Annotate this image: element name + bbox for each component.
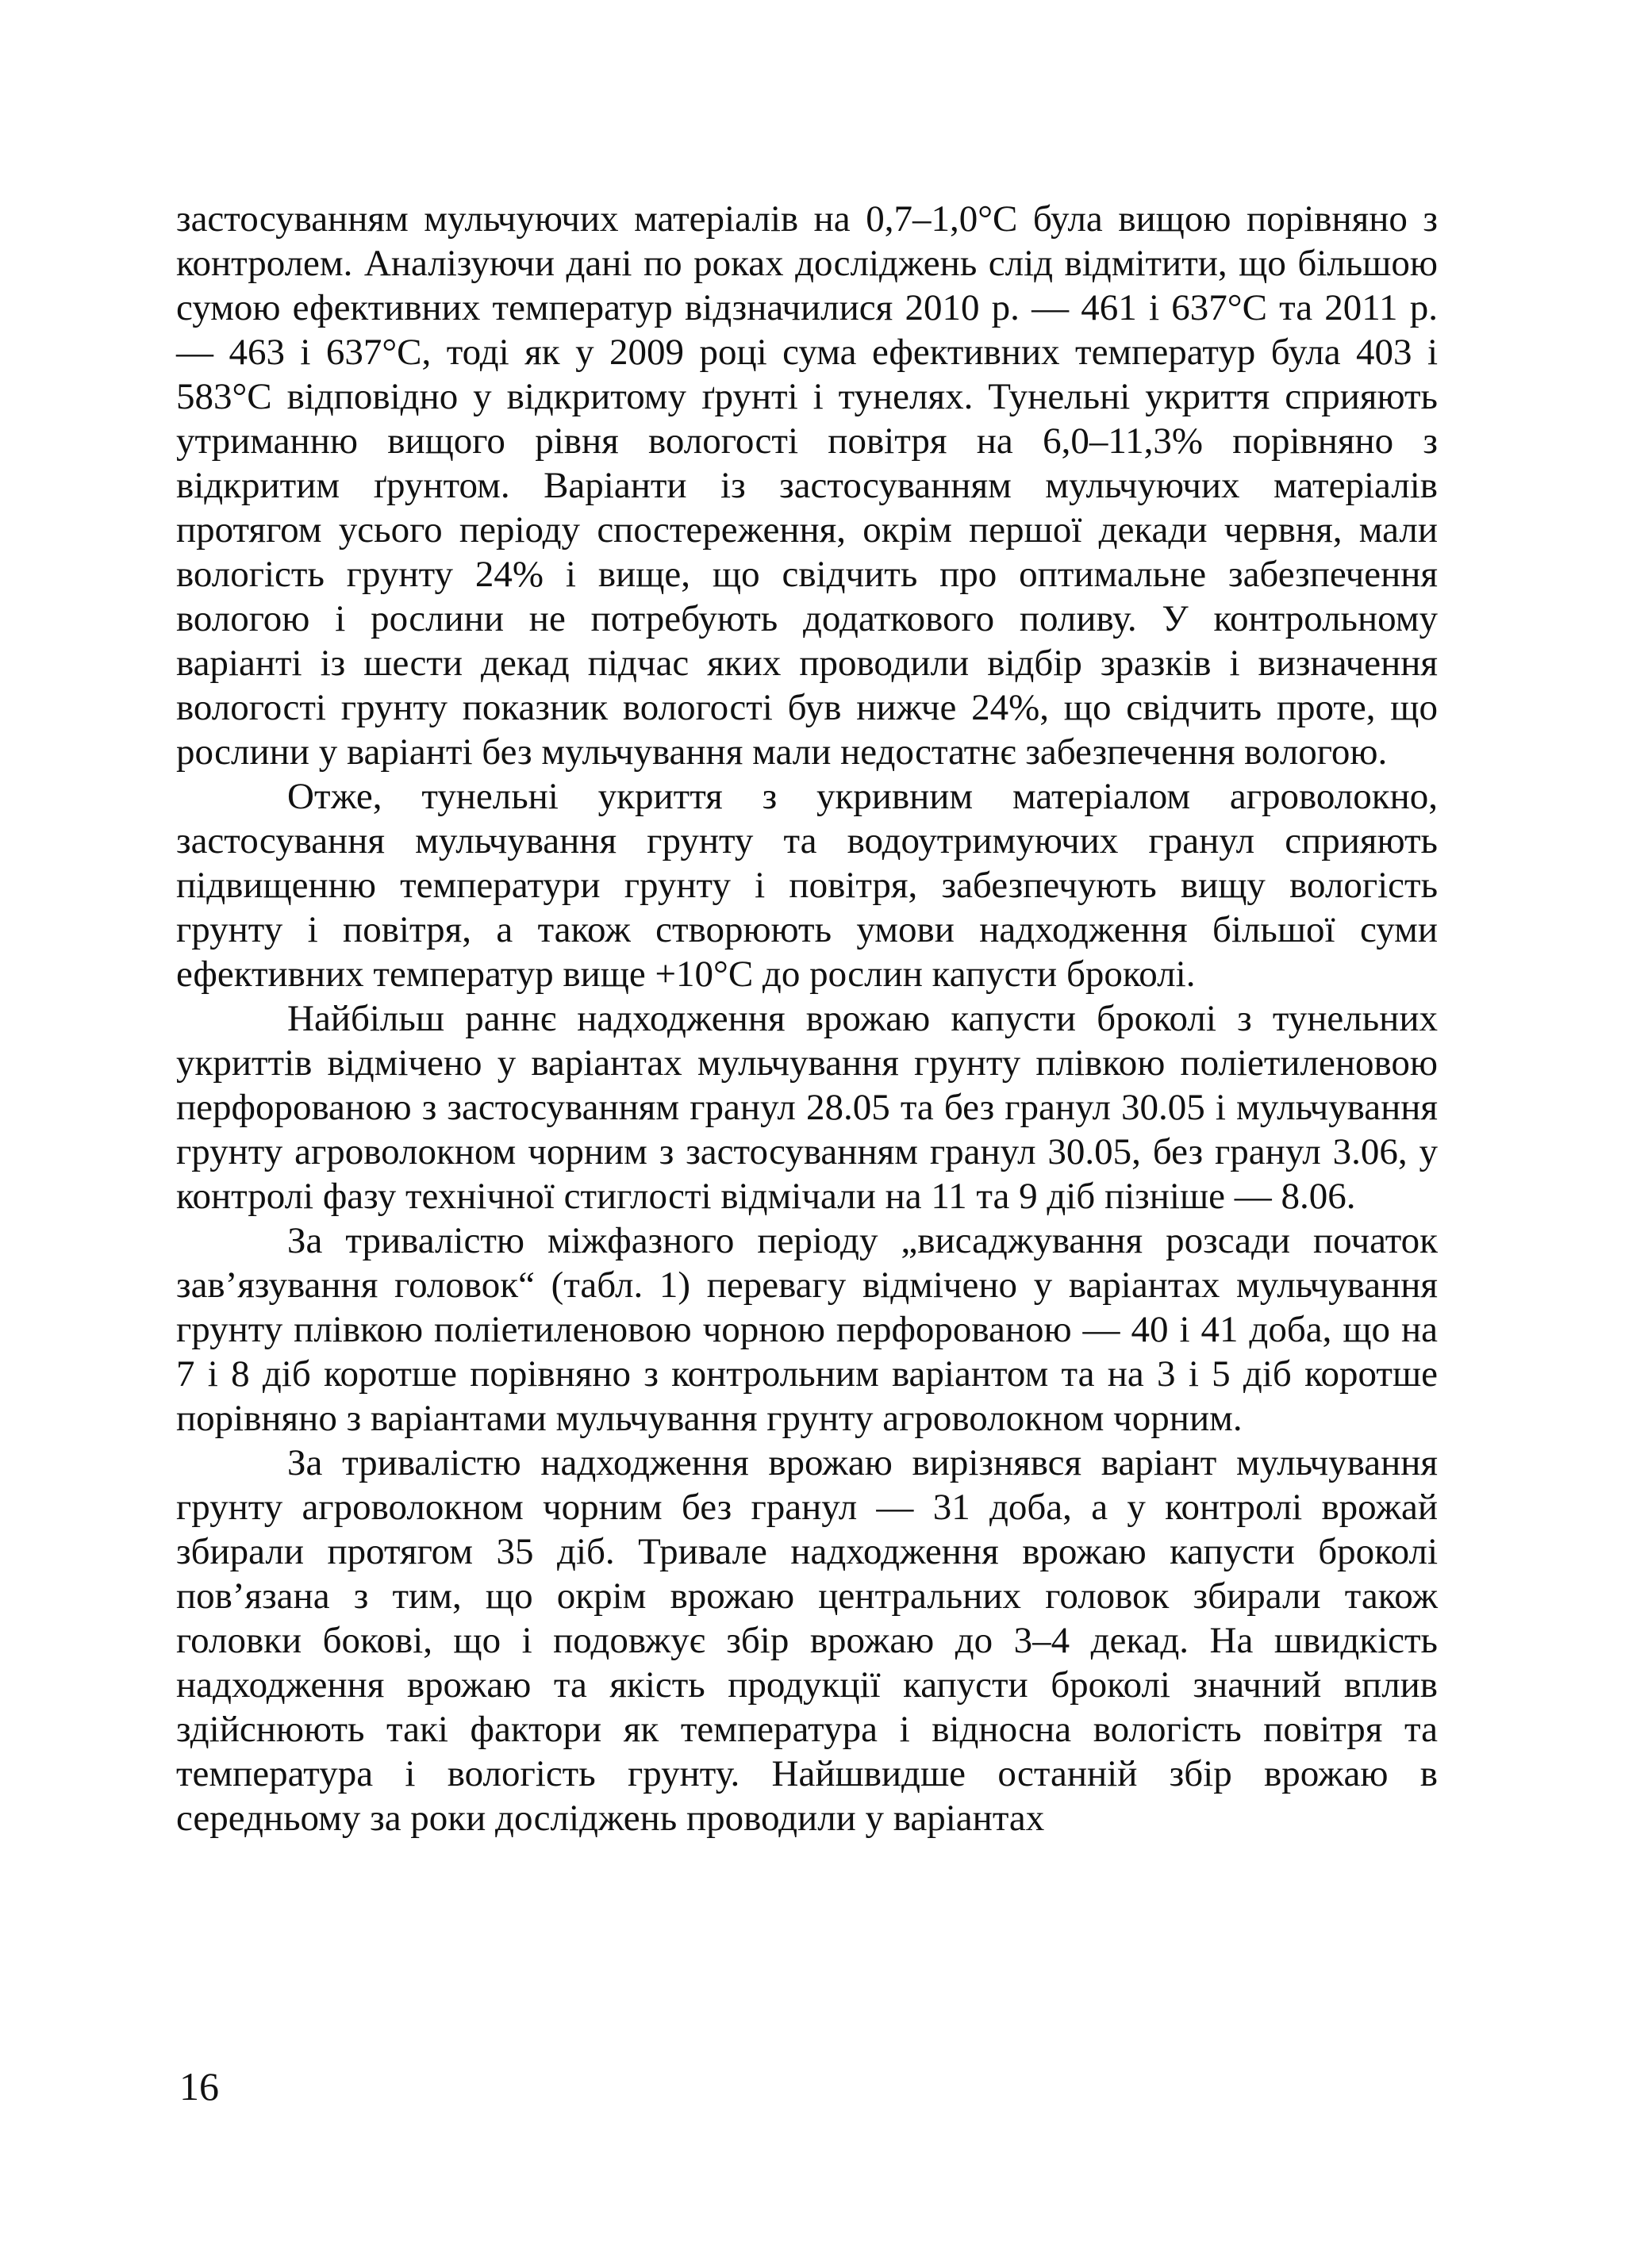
paragraph-conclusion: Отже, тунельні укриття з укривним матеріалом агроволокно, застосування мульчування грунту та водоутримуючих гранул сприяють підвищенню температури грунту і повітря, забезпечують вищу вологість грунту і повітря, а також створюють умови надходження більшої суми ефективних температур вище +10°С до рослин капусти броколі. bbox=[176, 776, 1438, 995]
paragraph-interphase-period: За тривалістю міжфазного періоду „висаджування розсади початок зав’язування головок“ (табл. 1) перевагу відмічено у варіантах мульчування грунту плівкою поліетиленовою чорною перфорованою — 40 і 41 доба, що на 7 і 8 діб коротше порівняно з контрольним варіантом та на 3 і 5 діб коротше порівняно з варіантами мульчування грунту агроволокном чорним. bbox=[176, 1220, 1438, 1439]
paragraph-harvest-duration: За тривалістю надходження врожаю вирізнявся варіант мульчування грунту агроволокном чорним без гранул — 31 доба, а у контролі врожай збирали протягом 35 діб. Тривале надходження врожаю капусти броколі пов’язана з тим, що окрім врожаю центральних головок збирали також головки бокові, що і подовжує збір врожаю до 3–4 декад. На швидкість надходження врожаю та якість продукції капусти броколі значний вплив здійснюють такі фактори як температура і відносна вологість повітря та температура і вологість грунту. Найшвидше останній збір врожаю в середньому за роки досліджень проводили у варіантах bbox=[176, 1442, 1438, 1839]
paragraph-continuation: застосуванням мульчуючих матеріалів на 0,7–1,0°С була вищою порівняно з контролем. Аналізуючи дані по роках досліджень слід відмітити, що більшою сумою ефективних температур відзначилися 2010 р. — 461 і 637°С та 2011 р. — 463 і 637°С, тоді як у 2009 році сума ефективних температур була 403 і 583°С відповідно у відкритому ґрунті і тунелях. Тунельні укриття сприяють утриманню вищого рівня вологості повітря на 6,0–11,3% порівняно з відкритим ґрунтом. Варіанти із застосуванням мульчуючих матеріалів протягом усього періоду спостереження, окрім першої декади червня, мали вологість грунту 24% і вище, що свідчить про оптимальне забезпечення вологою і рослини не потребують додаткового поливу. У контрольному варіанті із шести декад підчас яких проводили відбір зразків і визначення вологості грунту показник вологості був нижче 24%, що свідчить проте, що рослини у варіанті без мульчування мали недостатнє забезпечення вологою. bbox=[176, 198, 1438, 773]
page-number: 16 bbox=[179, 2064, 219, 2109]
body-text bbox=[176, 197, 1438, 1840]
paragraph-early-harvest: Найбільш раннє надходження врожаю капусти броколі з тунельних укриттів відмічено у варіантах мульчування грунту плівкою поліетиленовою перфорованою з застосуванням гранул 28.05 та без гранул 30.05 і мульчування грунту агроволокном чорним з застосуванням гранул 30.05, без гранул 3.06, у контролі фазу технічної стиглості відмічали на 11 та 9 діб пізніше — 8.06. bbox=[176, 998, 1438, 1217]
